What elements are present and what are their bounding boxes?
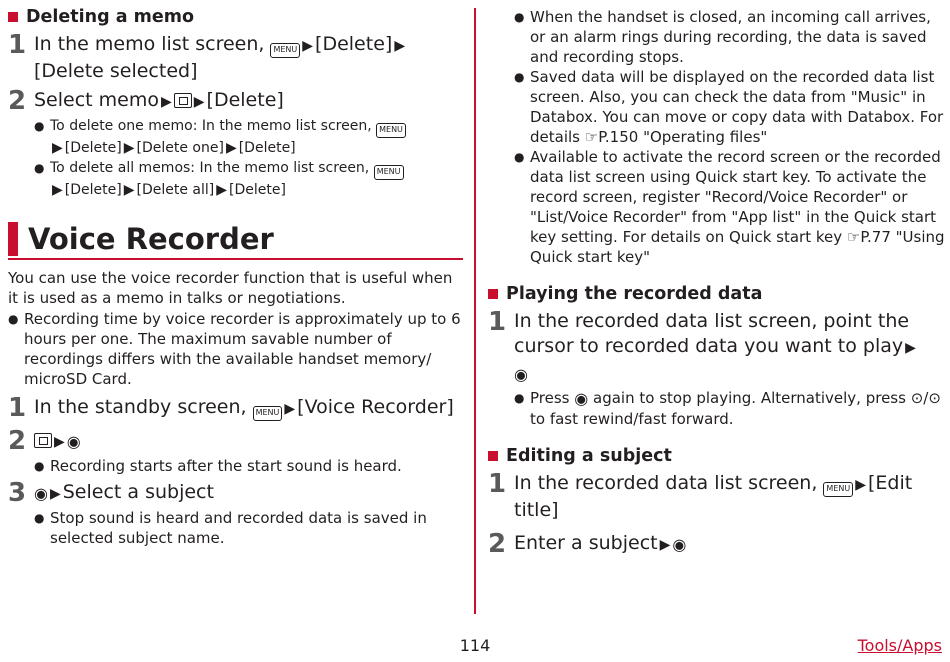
left-right-key-icon: ⊙/⊙ <box>910 389 941 407</box>
arrow-icon: ▶ <box>855 477 866 493</box>
menu-key-icon: MENU <box>270 43 300 58</box>
record-step-2 <box>8 428 463 476</box>
square-bullet-icon <box>8 12 18 22</box>
note-item: ● To delete one memo: In the memo list screen, MENU▶ [Delete] ▶ [Delete one] ▶ [Delete] <box>34 116 463 158</box>
step-number: 2 <box>8 426 27 456</box>
delete-step-1: 1 In the memo list screen, MENU ▶ [Delete] ▶ [Delete selected] <box>8 30 406 82</box>
step-number: 2 <box>8 86 27 116</box>
note-item: ● To delete all memos: In the memo list screen, MENU▶ [Delete] ▶ [Delete all] ▶ [Delete] <box>34 158 463 200</box>
note-item: ● Press ◉ again to stop playing. Alternatively, press ⊙/⊙ to fast rewind/fast forward. <box>514 388 946 429</box>
camera-key-icon <box>174 93 192 108</box>
arrow-icon: ▶ <box>302 38 314 54</box>
menu-key-icon: MENU <box>374 165 404 180</box>
step-number: 3 <box>8 478 27 508</box>
record-step-1: 1 In the standby screen, MENU ▶ [Voice Recorder] <box>8 393 454 423</box>
step-number: 2 <box>488 529 507 559</box>
center-key-icon: ◉ <box>66 432 81 451</box>
note-item: ● Recording starts after the start sound is heard. <box>34 456 463 476</box>
center-key-icon: ◉ <box>672 535 687 554</box>
square-bullet-icon <box>488 451 498 461</box>
center-key-icon: ◉ <box>34 484 48 503</box>
left-column <box>8 6 463 548</box>
arrow-icon: ▶ <box>394 38 406 54</box>
page-title: Voice Recorder <box>8 222 463 260</box>
arrow-icon: ▶ <box>284 401 296 417</box>
menu-key-icon: MENU <box>253 406 283 421</box>
arrow-icon: ▶ <box>193 94 205 110</box>
section-heading-editing: Editing a subject <box>488 445 946 467</box>
column-divider <box>474 8 476 614</box>
arrow-icon: ▶ <box>54 434 65 450</box>
section-heading-deleting: Deleting a memo <box>8 6 463 28</box>
section-heading-playing: Playing the recorded data <box>488 283 946 305</box>
note-item: ● Available to activate the record screen or the recorded data list screen using Quick start key. To activate the record screen, register "Record/Voice Recorder" or "List/Voice Recorder" from "App list" in the Quick start key setting. For details on Quick start key ☞P.77 "Using Quick start key" <box>514 147 946 267</box>
center-key-icon: ◉ <box>574 389 589 408</box>
center-key-icon: ◉ <box>514 365 528 384</box>
menu-key-icon: MENU <box>823 482 853 497</box>
square-bullet-icon <box>488 289 498 299</box>
arrow-icon: ▶ <box>905 340 916 356</box>
note-item: ● Saved data will be displayed on the recorded data list screen. Also, you can check the data from "Music" in Databox. You can move or copy data with Databox. For details ☞P.150 "Operating files" <box>514 67 946 147</box>
note-item: ● Recording time by voice recorder is approximately up to 6 hours per one. The maximum savable number of recordings differs with the available handset memory/ microSD Card. <box>8 309 463 389</box>
recording-notes <box>514 7 946 267</box>
arrow-icon: ▶ <box>659 537 671 553</box>
step-number: 1 <box>8 30 27 60</box>
play-step-1: 1 In the recorded data list screen, point the cursor to recorded data you want to play ▶ ◉ ● Press ◉ again to stop playing. Alternatively, press ⊙/⊙ to fast rewind/fast forward. <box>488 309 946 429</box>
chapter-link[interactable]: Tools/Apps <box>857 636 942 655</box>
intro-text: You can use the voice recorder function that is useful when it is used as a memo in talks or negotiations. <box>8 269 453 307</box>
step-number: 1 <box>488 307 507 337</box>
arrow-icon: ▶ <box>160 94 172 110</box>
right-column <box>488 6 946 558</box>
intro-notes <box>8 309 463 389</box>
page-number: 114 <box>459 636 491 655</box>
record-step-3: 3 ◉ ▶ Select a subject ● Stop sound is heard and recorded data is saved in selected subject name. <box>8 480 463 548</box>
step-number: 1 <box>8 393 27 423</box>
delete-notes <box>34 116 463 200</box>
camera-key-icon <box>34 433 52 448</box>
edit-step-2: 2 Enter a subject ▶ ◉ <box>488 529 687 559</box>
arrow-icon: ▶ <box>49 486 61 502</box>
menu-key-icon: MENU <box>376 123 406 138</box>
title-accent-bar <box>8 222 18 256</box>
step-number: 1 <box>488 469 507 499</box>
edit-step-1: 1 In the recorded data list screen, MENU ▶ [Edit title] <box>488 469 913 521</box>
note-item: ● When the handset is closed, an incoming call arrives, or an alarm rings during recording, the data is saved and recording stops. <box>514 7 946 67</box>
note-item: ● Stop sound is heard and recorded data is saved in selected subject name. <box>34 508 463 548</box>
delete-step-2: 2 Select memo ▶ ▶ [Delete] ● To delete one memo: In the memo list screen, MENU▶ [Delete] ▶ [Delete one] ▶ [Delete] ● To delete all memos: In the memo list screen, MENU▶ [Delete] ▶ [Delete all] ▶ [Delete] <box>8 88 463 200</box>
